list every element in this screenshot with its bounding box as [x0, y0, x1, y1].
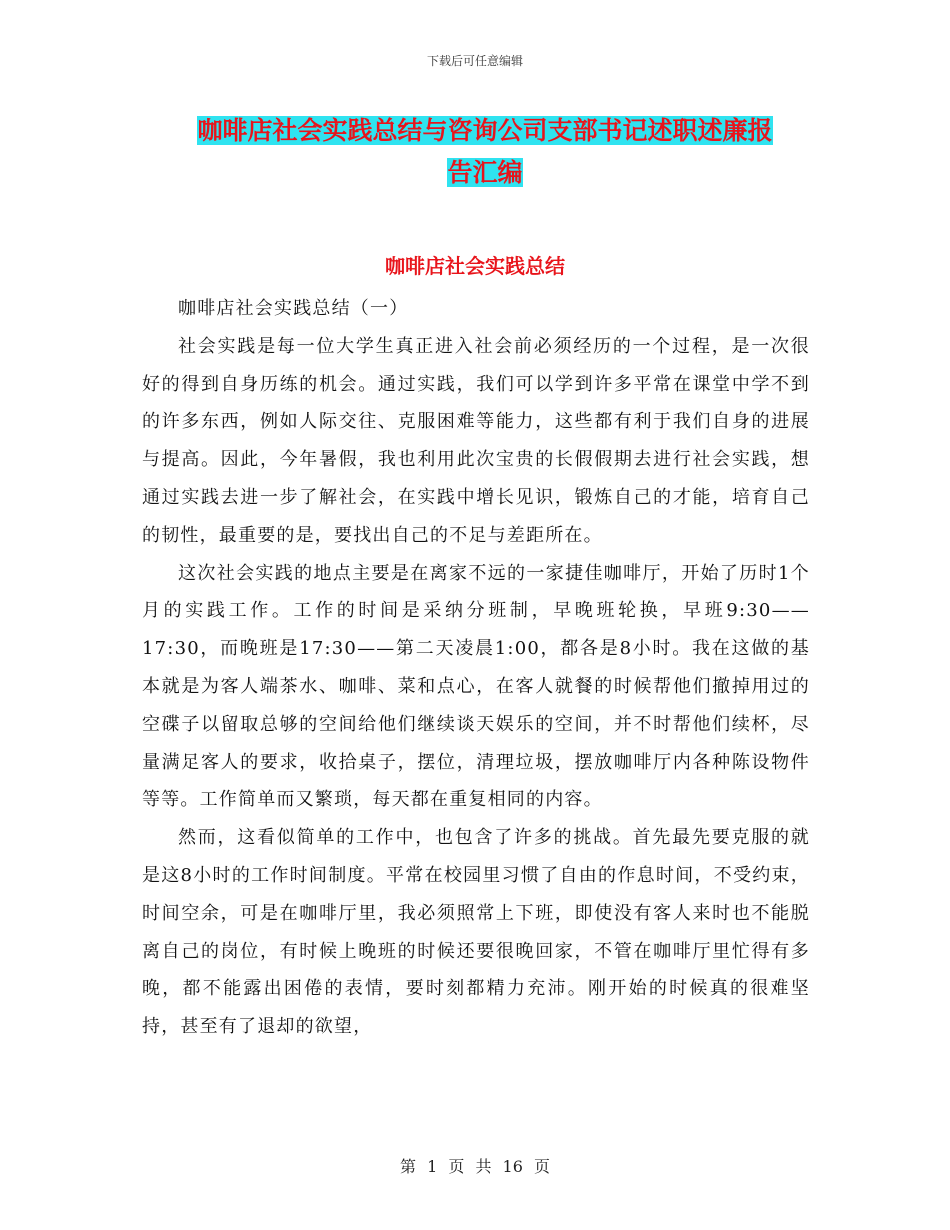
paragraph: 这次社会实践的地点主要是在离家不远的一家捷佳咖啡厅，开始了历时1个月的实践工作。工作的时间是采纳分班制，早晚班轮换，早班9:30——17:30，而晚班是17:30——第二天凌晨1:00，都各是8小时。我在这做的基本就是为客人端茶水、咖啡、菜和点心，在客人就餐的时候帮他们撤掉用过的空碟子以留取总够的空间给他们继续谈天娱乐的空间，并不时帮他们续杯，尽量满足客人的要求，收拾桌子，摆位，清理垃圾，摆放咖啡厅内各种陈设物件等等。工作简单而又繁琐，每天都在重复相同的内容。	[142, 562, 810, 811]
page-footer: 第 1 页 共 16 页	[400, 1157, 550, 1176]
paragraph: 然而，这看似简单的工作中，也包含了许多的挑战。首先最先要克服的就是这8小时的工作时间制度。平常在校园里习惯了自由的作息时间，不受约束，时间空余，可是在咖啡厅里，我必须照常上下班，即使没有客人来时也不能脱离自己的岗位，有时候上晚班的时候还要很晚回家，不管在咖啡厅里忙得有多晚，都不能露出困倦的表情，要时刻都精力充沛。刚开始的时候真的很难坚持，甚至有了退却的欲望，	[142, 827, 810, 1038]
paragraph: 社会实践是每一位大学生真正进入社会前必须经历的一个过程，是一次很好的得到自身历练的机会。通过实践，我们可以学到许多平常在课堂中学不到的许多东西，例如人际交往、克服困难等能力，这些都有利于我们自身的进展与提高。因此，今年暑假，我也利用此次宝贵的长假假期去进行社会实践，想通过实践去进一步了解社会，在实践中增长见识，锻炼自己的才能，培育自己的韧性，最重要的是，要找出自己的不足与差距所在。	[142, 335, 810, 546]
body-text	[142, 290, 810, 1046]
section-title: 咖啡店社会实践总结	[385, 254, 565, 278]
document-title-line-2: 告汇编	[447, 158, 523, 187]
document-title-line-1: 咖啡店社会实践总结与咨询公司支部书记述职述廉报	[197, 116, 773, 145]
paragraph-subtitle: 咖啡店社会实践总结（一）	[178, 298, 409, 319]
document-title	[140, 110, 830, 194]
header-note: 下载后可任意编辑	[426, 54, 523, 68]
